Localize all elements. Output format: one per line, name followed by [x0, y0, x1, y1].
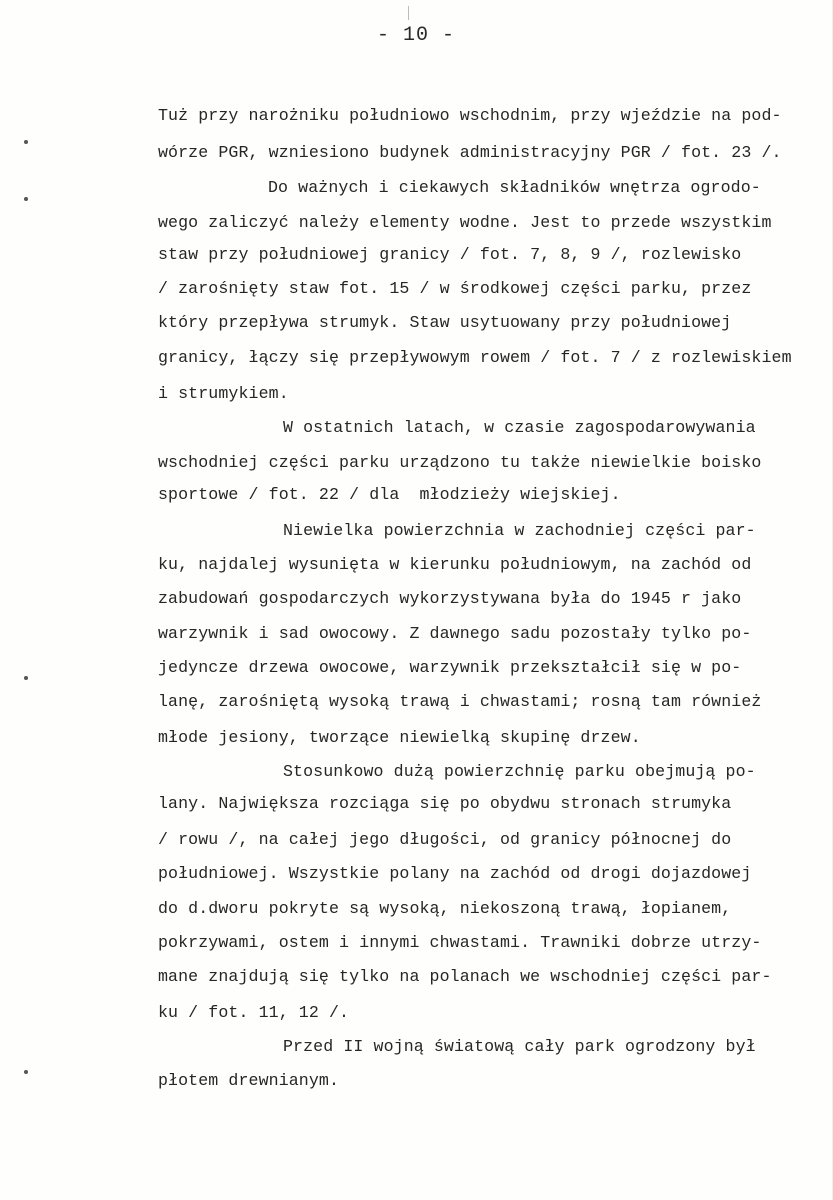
- margin-dot: [24, 676, 28, 680]
- text-line: wego zaliczyć należy elementy wodne. Jest to przede wszystkim: [158, 213, 772, 232]
- text-line: Stosunkowo dużą powierzchnię parku obejmują po-: [283, 762, 756, 781]
- text-line: płotem drewnianym.: [158, 1071, 340, 1090]
- text-line: Niewielka powierzchnia w zachodniej części par-: [283, 521, 756, 540]
- text-line: lany. Największa rozciąga się po obydwu stronach strumyka: [158, 794, 732, 813]
- text-line: / rowu /, na całej jego długości, od granicy północnej do: [158, 830, 732, 849]
- text-line: granicy, łączy się przepływowym rowem / fot. 7 / z rozlewiskiem: [158, 348, 792, 367]
- scan-mark: [408, 6, 409, 20]
- text-line: warzywnik i sad owocowy. Z dawnego sadu pozostały tylko po-: [158, 624, 752, 643]
- text-line: zabudowań gospodarczych wykorzystywana była do 1945 r jako: [158, 589, 742, 608]
- text-line: ku / fot. 11, 12 /.: [158, 1003, 350, 1022]
- text-line: Tuż przy narożniku południowo wschodnim, przy wjeździe na pod-: [158, 106, 782, 125]
- text-line: ku, najdalej wysunięta w kierunku południowym, na zachód od: [158, 555, 752, 574]
- text-line: południowej. Wszystkie polany na zachód od drogi dojazdowej: [158, 864, 752, 883]
- text-line: lanę, zarośniętą wysoką trawą i chwastami; rosną tam również: [158, 692, 762, 711]
- margin-dot: [24, 197, 28, 201]
- text-line: W ostatnich latach, w czasie zagospodarowywania: [283, 418, 756, 437]
- text-line: sportowe / fot. 22 / dla młodzieży wiejskiej.: [158, 485, 621, 504]
- text-line: staw przy południowej granicy / fot. 7, 8, 9 /, rozlewisko: [158, 245, 742, 264]
- text-line: pokrzywami, ostem i innymi chwastami. Trawniki dobrze utrzy-: [158, 933, 762, 952]
- text-line: który przepływa strumyk. Staw usytuowany przy południowej: [158, 313, 732, 332]
- text-line: młode jesiony, tworzące niewielką skupinę drzew.: [158, 728, 641, 747]
- text-line: i strumykiem.: [158, 384, 289, 403]
- text-line: do d.dworu pokryte są wysoką, niekoszoną trawą, łopianem,: [158, 899, 732, 918]
- page-number: - 10 -: [376, 24, 455, 47]
- text-line: wórze PGR, wzniesiono budynek administracyjny PGR / fot. 23 /.: [158, 143, 782, 162]
- text-line: Do ważnych i ciekawych składników wnętrza ogrodo-: [268, 178, 761, 197]
- text-line: wschodniej części parku urządzono tu także niewielkie boisko: [158, 453, 762, 472]
- margin-dot: [24, 1070, 28, 1074]
- text-line: Przed II wojną światową cały park ogrodzony był: [283, 1037, 756, 1056]
- text-line: mane znajdują się tylko na polanach we wschodniej części par-: [158, 967, 772, 986]
- text-line: / zarośnięty staw fot. 15 / w środkowej części parku, przez: [158, 279, 752, 298]
- margin-dot: [24, 140, 28, 144]
- text-line: jedyncze drzewa owocowe, warzywnik przekształcił się w po-: [158, 658, 742, 677]
